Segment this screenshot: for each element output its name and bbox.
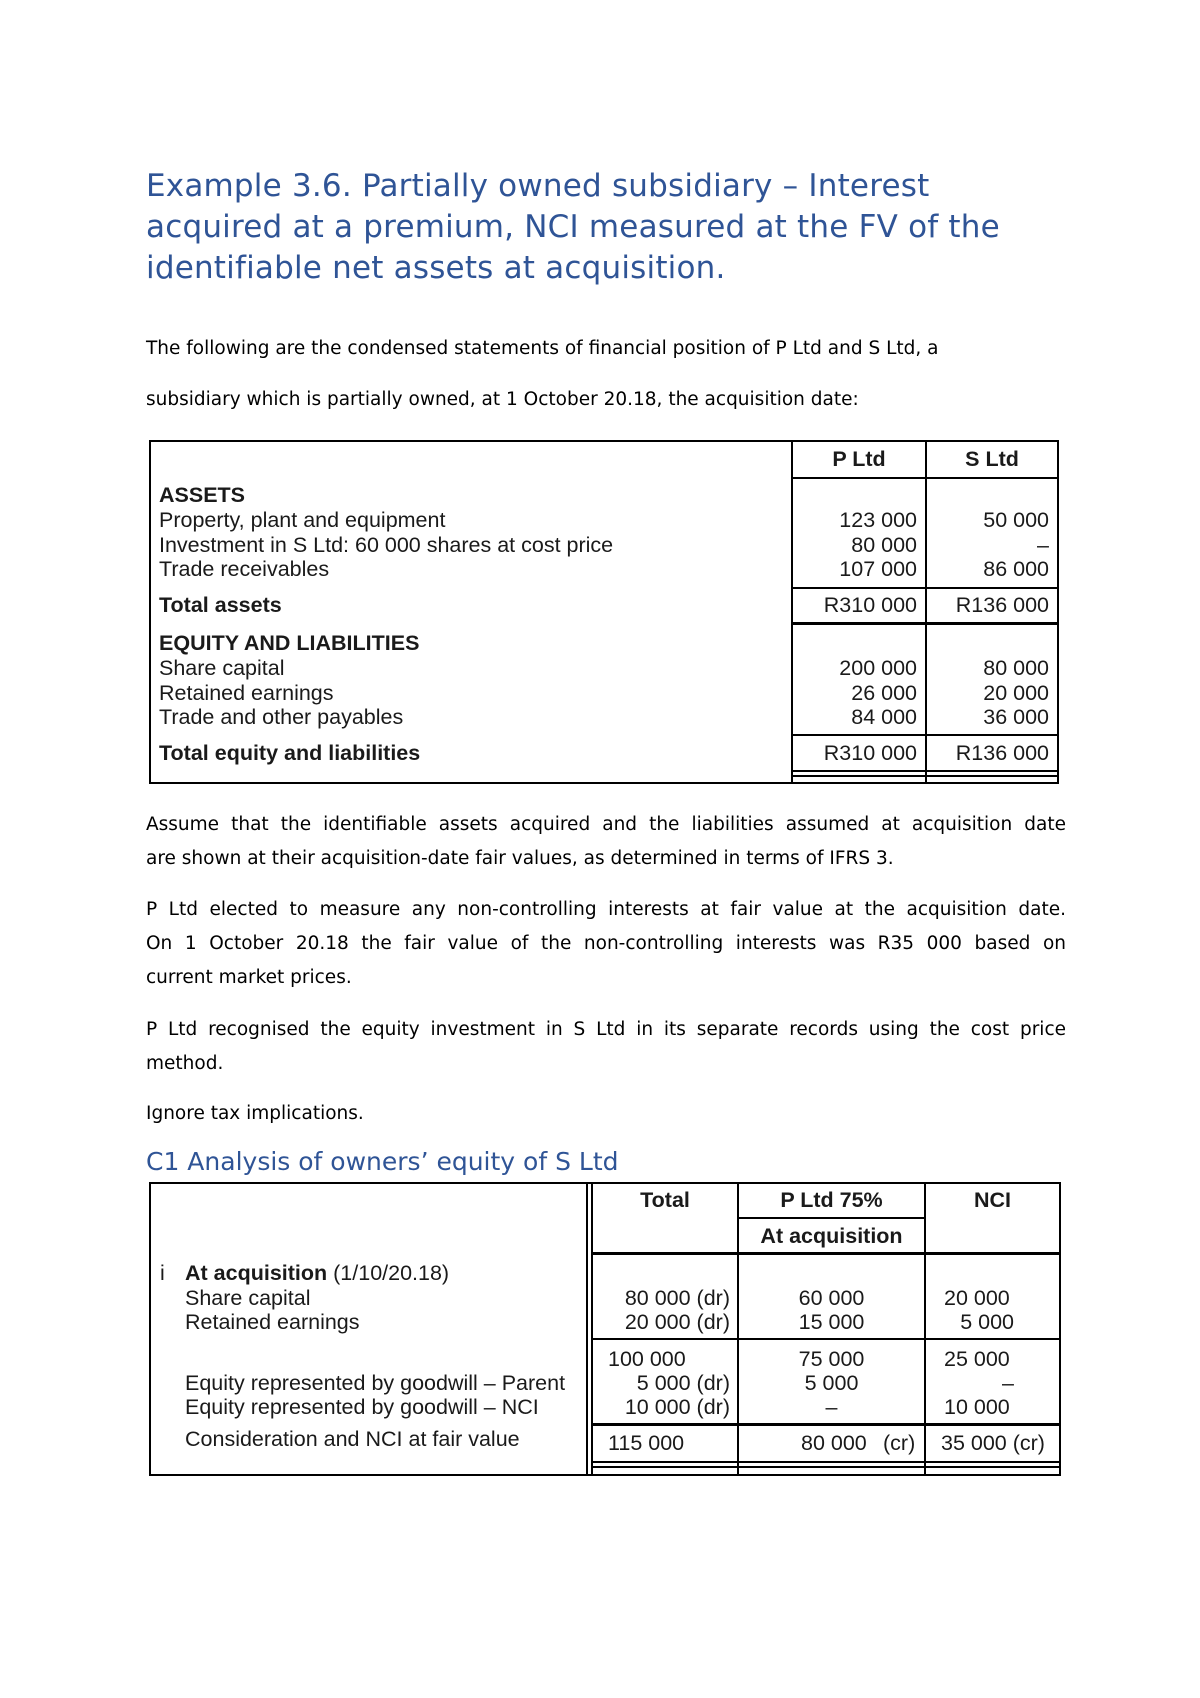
title-line: identifiable net assets at acquisition. [146, 250, 726, 286]
p-value: 107 000 [839, 557, 917, 581]
row-label: Share capital [185, 1286, 311, 1310]
sofp-header-s: S Ltd [965, 447, 1019, 471]
intro-line: The following are the condensed statements of financial position of P Ltd and S Ltd, a [146, 338, 939, 359]
paragraph-line: Ignore tax implications. [146, 1103, 364, 1124]
roman-numeral: i [160, 1261, 165, 1285]
final-row-label: Consideration and NCI at fair value [185, 1427, 520, 1451]
final-parent: 80 000 [801, 1431, 867, 1455]
nci-value: 20 000 [944, 1286, 1010, 1310]
final-total: 115 000 [608, 1431, 685, 1455]
paragraph-line: P Ltd elected to measure any non-controlling interests at fair value at the acquisition date. [146, 899, 1066, 920]
s-value: 20 000 [983, 681, 1049, 705]
total-eql-p: R310 000 [823, 741, 917, 765]
header-nci: NCI [973, 1188, 1012, 1212]
total-value: 20 000 (dr) [624, 1310, 730, 1334]
total-assets-label: Total assets [159, 593, 282, 617]
nci-value: – [1002, 1371, 1014, 1395]
p-value: 200 000 [839, 656, 917, 680]
at-acquisition-heading [185, 1261, 449, 1286]
row-label: Equity represented by goodwill – Parent [185, 1371, 566, 1395]
nci-value: 10 000 [944, 1395, 1010, 1419]
parent-value: 15 000 [798, 1310, 865, 1334]
row-label: Property, plant and equipment [159, 508, 446, 532]
row-label: Investment in S Ltd: 60 000 shares at cost price [159, 533, 614, 557]
intro-line: subsidiary which is partially owned, at 1 October 20.18, the acquisition date: [146, 389, 859, 410]
paragraph-line: P Ltd recognised the equity investment in S Ltd in its separate records using the cost price [146, 1019, 1066, 1040]
parent-value: – [825, 1395, 838, 1419]
title-line: acquired at a premium, NCI measured at the FV of the [146, 209, 1000, 245]
nci-value: 5 000 [960, 1310, 1014, 1334]
at-acquisition-date: (1/10/20.18) [333, 1261, 450, 1285]
assets-heading: ASSETS [159, 483, 246, 507]
section-heading: C1 Analysis of owners’ equity of S Ltd [146, 1147, 619, 1176]
total-eql-s: R136 000 [955, 741, 1049, 765]
s-value: – [1037, 533, 1049, 557]
subtotal-nci: 25 000 [944, 1347, 1010, 1371]
s-value: 50 000 [983, 508, 1049, 532]
paragraph-line: current market prices. [146, 967, 352, 988]
total-eql-label: Total equity and liabilities [159, 741, 421, 765]
row-label: Trade receivables [159, 557, 330, 581]
total-assets-p: R310 000 [823, 593, 917, 617]
row-label: Share capital [159, 656, 285, 680]
header-total: Total [640, 1188, 690, 1212]
row-label: Trade and other payables [159, 705, 404, 729]
s-value: 86 000 [983, 557, 1049, 581]
total-assets-s: R136 000 [955, 593, 1049, 617]
p-value: 84 000 [851, 705, 917, 729]
total-value: 80 000 (dr) [624, 1286, 730, 1310]
s-value: 80 000 [983, 656, 1049, 680]
p-value: 26 000 [851, 681, 917, 705]
sofp-header-p: P Ltd [832, 447, 886, 471]
total-value: 10 000 (dr) [624, 1395, 730, 1419]
parent-value: 5 000 [804, 1371, 859, 1395]
subtotal-parent: 75 000 [798, 1347, 865, 1371]
paragraph-line: Assume that the identifiable assets acquired and the liabilities assumed at acquisition date [146, 814, 1066, 835]
paragraph-line: On 1 October 20.18 the fair value of the non-controlling interests was R35 000 based on [146, 933, 1066, 954]
parent-value: 60 000 [798, 1286, 865, 1310]
p-value: 123 000 [839, 508, 917, 532]
paragraph-line: are shown at their acquisition-date fair values, as determined in terms of IFRS 3. [146, 848, 894, 869]
row-label: Equity represented by goodwill – NCI [185, 1395, 539, 1419]
row-label: Retained earnings [185, 1310, 360, 1334]
total-value: 5 000 (dr) [636, 1371, 730, 1395]
final-nci: 35 000 (cr) [941, 1431, 1045, 1455]
s-value: 36 000 [983, 705, 1049, 729]
paragraph-line: method. [146, 1053, 224, 1074]
p-value: 80 000 [851, 533, 917, 557]
title-line: Example 3.6. Partially owned subsidiary – Interest [146, 168, 930, 204]
at-acquisition-label: At acquisition [185, 1261, 328, 1285]
header-parent-sub: At acquisition [760, 1224, 903, 1248]
row-label: Retained earnings [159, 681, 334, 705]
subtotal-total: 100 000 [608, 1347, 686, 1371]
header-parent: P Ltd 75% [780, 1188, 883, 1212]
final-parent-cr: (cr) [883, 1431, 916, 1455]
eql-heading: EQUITY AND LIABILITIES [159, 631, 420, 655]
